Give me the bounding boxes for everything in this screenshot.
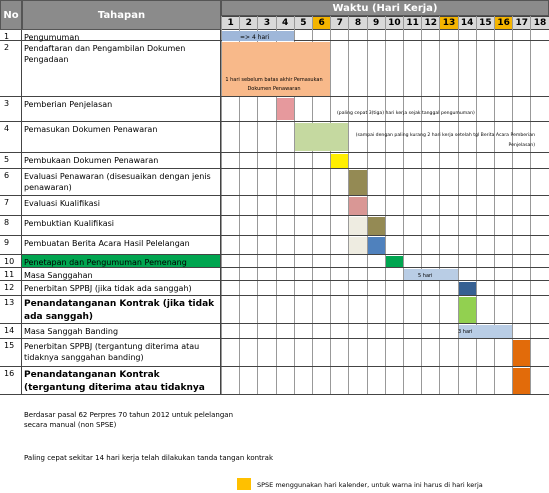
day-header-15: 15 xyxy=(476,16,495,30)
task-row xyxy=(0,169,549,196)
waktu-header: Waktu (Hari Kerja) xyxy=(221,0,549,16)
no-header: No xyxy=(0,0,22,30)
task-label: Penerbitan SPPBJ (tergantung diterima atau tidaknya sanggahan banding) xyxy=(22,339,221,366)
footer-basis-text: Berdasar pasal 62 Perpres 70 tahun 2012 untuk pelelangan secara manual (non SPSE) xyxy=(24,411,234,429)
note-penjelasan: (paling cepat 3(tiga) hari kerja sejak tanggal pengumuman) xyxy=(337,111,475,116)
bar-ba-blue xyxy=(368,237,385,254)
day-header-14: 14 xyxy=(458,16,477,30)
bar-sppbj-banding xyxy=(513,340,530,366)
bar-pembukaan xyxy=(331,154,348,168)
note-sanggahan: 5 hari xyxy=(418,273,433,279)
row-number: 9 xyxy=(0,236,22,254)
tahapan-header: Tahapan xyxy=(22,0,221,30)
bar-pemasukan xyxy=(295,123,349,151)
task-row xyxy=(0,255,549,268)
row-number: 1 xyxy=(0,30,22,40)
task-label: Evaluasi Penawaran (disesuaikan dengan jenis penawaran) xyxy=(22,169,221,195)
row-number: 13 xyxy=(0,296,22,323)
day-header-13: 13 xyxy=(439,16,458,30)
bar-ba-cream xyxy=(349,237,366,254)
task-row xyxy=(0,216,549,236)
task-row xyxy=(0,339,549,367)
day-header-10: 10 xyxy=(385,16,404,30)
note-pendaftaran-text: 1 hari sebelum batas akhir Pemasukan Dokumen Penawaran xyxy=(225,77,323,92)
bar-sppbj xyxy=(459,282,476,295)
day-header-17: 17 xyxy=(512,16,531,30)
row-number: 4 xyxy=(0,122,22,152)
bar-penjelasan xyxy=(277,98,294,120)
task-row xyxy=(0,153,549,169)
task-label: Penetapan dan Pengumuman Pemenang xyxy=(22,255,221,267)
day-header-18: 18 xyxy=(530,16,549,30)
day-header-2: 2 xyxy=(239,16,258,30)
bar-pembuktian xyxy=(368,217,385,235)
legend-text: SPSE menggunakan hari kalender, untuk warna ini harus di hari kerja xyxy=(257,481,483,489)
note-pemasukan xyxy=(345,131,535,151)
task-label: Pembuatan Berita Acara Hasil Pelelangan xyxy=(22,236,221,254)
row-number: 3 xyxy=(0,97,22,121)
bar-evaluasi-kualifikasi xyxy=(349,197,366,215)
task-label: Masa Sanggahan xyxy=(22,268,221,280)
note-pengumuman: => 4 hari xyxy=(240,34,270,41)
day-header-12: 12 xyxy=(421,16,440,30)
task-label: Pemasukan Dokumen Penawaran xyxy=(22,122,221,152)
task-label: Pembuktian Kualifikasi xyxy=(22,216,221,235)
task-label: Evaluasi Kualifikasi xyxy=(22,196,221,215)
bar-penetapan xyxy=(386,256,403,267)
task-label: Pembukaan Dokumen Penawaran xyxy=(22,153,221,168)
row-number: 10 xyxy=(0,255,22,267)
bar-kontrak-akhir xyxy=(513,368,530,394)
task-row xyxy=(0,268,549,281)
task-row xyxy=(0,367,549,395)
task-row xyxy=(0,97,549,122)
task-row xyxy=(0,196,549,216)
row-number: 5 xyxy=(0,153,22,168)
day-header-5: 5 xyxy=(294,16,313,30)
task-label: Penandatanganan Kontrak (tergantung diterima atau tidaknya xyxy=(22,367,221,394)
row-number: 14 xyxy=(0,324,22,338)
day-header-4: 4 xyxy=(276,16,295,30)
row-number: 11 xyxy=(0,268,22,280)
note-pendaftaran xyxy=(222,76,326,94)
day-header-3: 3 xyxy=(257,16,276,30)
note-pemasukan-text: (sampai dengan paling kurang 2 hari kerja setelah tgl Berita Acara Pemberian Penjelasan) xyxy=(355,133,535,148)
day-header-16: 16 xyxy=(494,16,513,30)
task-label: Penerbitan SPPBJ (jika tidak ada sanggah) xyxy=(22,281,221,295)
day-header-8: 8 xyxy=(348,16,367,30)
day-header-9: 9 xyxy=(367,16,386,30)
note-sanggah-banding: 3 hari xyxy=(458,329,473,335)
task-label: Penandatanganan Kontrak (jika tidak ada sanggah) xyxy=(22,296,221,323)
day-header-1: 1 xyxy=(221,16,240,30)
task-row xyxy=(0,236,549,255)
task-label: Pengumuman xyxy=(22,30,221,40)
row-number: 7 xyxy=(0,196,22,215)
day-header-11: 11 xyxy=(403,16,422,30)
day-header-6: 6 xyxy=(312,16,331,30)
task-label: Masa Sanggah Banding xyxy=(22,324,221,338)
row-number: 6 xyxy=(0,169,22,195)
bar-pembuktian-cream xyxy=(349,217,366,235)
legend-swatch xyxy=(237,478,251,490)
day-header-7: 7 xyxy=(330,16,349,30)
row-number: 16 xyxy=(0,367,22,394)
bar-kontrak xyxy=(459,297,476,323)
task-label: Pemberian Penjelasan xyxy=(22,97,221,121)
bar-evaluasi-penawaran xyxy=(349,170,366,195)
task-label: Pendaftaran dan Pengambilan Dokumen Pengadaan xyxy=(22,41,221,96)
footer-summary-text: Paling cepat sekitar 14 hari kerja telah dilakukan tanda tangan kontrak xyxy=(24,454,274,462)
row-number: 12 xyxy=(0,281,22,295)
row-number: 15 xyxy=(0,339,22,366)
row-number: 2 xyxy=(0,41,22,96)
row-number: 8 xyxy=(0,216,22,235)
